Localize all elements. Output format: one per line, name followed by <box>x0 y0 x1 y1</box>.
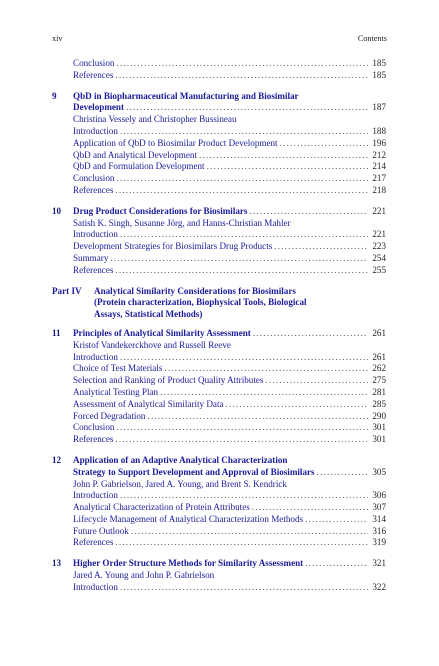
part-label: Part IV <box>52 285 82 296</box>
chapter-heading[interactable] <box>52 91 386 103</box>
toc-entry[interactable] <box>52 434 386 446</box>
toc-entry-title: Lifecycle Management of Analytical Characterization Methods <box>73 513 304 524</box>
toc-entry-page: 261 <box>372 351 386 362</box>
toc-entry-title: QbD and Formulation Development <box>73 161 205 172</box>
page-number: xiv <box>52 34 63 43</box>
chapter-page: 321 <box>372 558 386 569</box>
toc-entry[interactable] <box>52 253 386 265</box>
toc-entry-title: Selection and Ranking of Product Quality Attributes <box>73 375 264 386</box>
toc-entry-page: 262 <box>372 363 386 374</box>
toc-entry-page: 221 <box>372 229 386 240</box>
toc-entry-title: Introduction <box>73 581 118 592</box>
chapter-authors <box>52 479 386 491</box>
toc-entry-title: Conclusion <box>73 173 115 184</box>
toc-entry-title: Analytical Testing Plan <box>73 386 159 397</box>
toc-entry[interactable] <box>52 502 386 514</box>
toc-entry[interactable] <box>52 229 386 241</box>
leader-dots <box>126 102 368 114</box>
toc-entry-page: 275 <box>372 375 386 386</box>
toc-entry-page: 188 <box>372 125 386 136</box>
toc-entry-title: Analytical Characterization of Protein Attributes <box>73 502 250 513</box>
authors-text: Christina Vessely and Christopher Bussineau <box>73 114 237 125</box>
leader-dots <box>274 241 368 253</box>
toc-entry-title: Assessment of Analytical Similarity Data <box>73 398 224 409</box>
chapter-heading[interactable] <box>52 206 386 218</box>
leader-dots <box>164 363 368 375</box>
toc-entry-page: 322 <box>372 581 386 592</box>
leader-dots <box>115 265 368 277</box>
chapter-heading[interactable] <box>52 328 386 340</box>
table-of-contents <box>52 58 386 594</box>
toc-entry[interactable] <box>52 490 386 502</box>
toc-entry[interactable] <box>52 126 386 138</box>
leader-dots <box>226 399 368 411</box>
part-title: Analytical Similarity Considerations for Biosimilars <box>94 285 296 296</box>
toc-entry[interactable] <box>52 150 386 162</box>
toc-entry-page: 214 <box>372 161 386 172</box>
leader-dots <box>253 328 368 340</box>
toc-entry-title: References <box>73 69 114 80</box>
toc-entry-page: 223 <box>372 241 386 252</box>
toc-entry-title: Future Outlook <box>73 525 129 536</box>
chapter-number: 12 <box>52 454 62 465</box>
toc-entry-page: 306 <box>372 490 386 501</box>
toc-entry-title: QbD and Analytical Development <box>73 149 197 160</box>
leader-dots <box>120 352 368 364</box>
chapter-authors <box>52 340 386 352</box>
leader-dots <box>305 514 368 526</box>
leader-dots <box>207 161 368 173</box>
leader-dots <box>265 375 368 387</box>
leader-dots <box>116 422 368 434</box>
running-header <box>52 34 387 46</box>
chapter-title: Principles of Analytical Similarity Assessment <box>73 327 251 338</box>
chapter-authors <box>52 114 386 126</box>
toc-entry[interactable] <box>52 265 386 277</box>
leader-dots <box>116 173 368 185</box>
authors-text: Kristof Vandekerckhove and Russell Reeve <box>73 339 231 350</box>
part-heading[interactable] <box>52 286 386 298</box>
toc-entry-title: References <box>73 537 114 548</box>
leader-dots <box>116 58 368 70</box>
toc-entry-page: 314 <box>372 513 386 524</box>
chapter-heading[interactable] <box>52 455 386 467</box>
toc-entry-page: 281 <box>372 386 386 397</box>
toc-entry-title: References <box>73 184 114 195</box>
leader-dots <box>110 253 368 265</box>
toc-entry[interactable] <box>52 161 386 173</box>
leader-dots <box>115 185 368 197</box>
toc-entry-page: 255 <box>372 264 386 275</box>
toc-entry[interactable] <box>52 399 386 411</box>
toc-entry-page: 218 <box>372 184 386 195</box>
toc-entry-title: Introduction <box>73 125 118 136</box>
chapter-title: QbD in Biopharmaceutical Manufacturing and Biosimilar <box>73 90 299 101</box>
toc-entry-page: 217 <box>372 173 386 184</box>
chapter-number: 13 <box>52 558 62 569</box>
chapter-authors <box>52 570 386 582</box>
toc-entry[interactable] <box>52 582 386 594</box>
leader-dots <box>160 387 368 399</box>
toc-entry-page: 301 <box>372 434 386 445</box>
leader-dots <box>305 558 368 570</box>
toc-entry-title: References <box>73 434 114 445</box>
leader-dots <box>249 206 368 218</box>
leader-dots <box>115 70 368 82</box>
toc-entry-page: 307 <box>372 502 386 513</box>
toc-entry-page: 319 <box>372 537 386 548</box>
chapter-title: Strategy to Support Development and Approval of Biosimilars <box>73 466 315 477</box>
authors-text: John P. Gabrielson, Jared A. Young, and Brent S. Kendrick <box>73 478 287 489</box>
toc-entry[interactable] <box>52 514 386 526</box>
part-title: Assays, Statistical Methods) <box>94 309 203 320</box>
toc-entry[interactable] <box>52 173 386 185</box>
toc-entry-page: 185 <box>372 58 386 68</box>
chapter-title: Development <box>73 102 125 113</box>
toc-entry[interactable] <box>52 422 386 434</box>
chapter-page: 261 <box>372 327 386 338</box>
toc-entry[interactable] <box>52 375 386 387</box>
running-title: Contents <box>357 34 387 43</box>
toc-entry-page: 185 <box>372 69 386 80</box>
chapter-page: 305 <box>372 466 386 477</box>
toc-entry-title: Conclusion <box>73 422 115 433</box>
toc-entry[interactable] <box>52 537 386 549</box>
toc-entry-title: Introduction <box>73 490 118 501</box>
leader-dots <box>147 411 368 423</box>
toc-entry[interactable] <box>52 241 386 253</box>
leader-dots <box>120 126 368 138</box>
toc-entry-title: Conclusion <box>73 58 115 68</box>
leader-dots <box>131 526 368 538</box>
toc-entry[interactable] <box>52 70 386 82</box>
chapter-number: 10 <box>52 205 62 216</box>
chapter-number: 9 <box>52 90 57 101</box>
chapter-heading-cont[interactable] <box>52 467 386 479</box>
chapter-title: Application of an Adaptive Analytical Characterization <box>73 454 288 465</box>
toc-entry[interactable] <box>52 363 386 375</box>
toc-entry-page: 290 <box>372 410 386 421</box>
leader-dots <box>120 490 368 502</box>
toc-entry[interactable] <box>52 411 386 423</box>
chapter-title: Higher Order Structure Methods for Similarity Assessment <box>73 558 304 569</box>
leader-dots <box>120 229 368 241</box>
toc-entry-page: 212 <box>372 149 386 160</box>
toc-entry[interactable] <box>52 58 386 70</box>
toc-entry-title: Development Strategies for Biosimilars Drug Products <box>73 241 273 252</box>
chapter-page: 187 <box>372 102 386 113</box>
leader-dots <box>115 537 368 549</box>
part-title: (Protein characterization, Biophysical Tools, Biological <box>94 297 307 308</box>
leader-dots <box>317 467 368 479</box>
leader-dots <box>252 502 368 514</box>
chapter-heading[interactable] <box>52 558 386 570</box>
toc-entry-page: 285 <box>372 398 386 409</box>
chapter-title: Drug Product Considerations for Biosimilars <box>73 205 248 216</box>
leader-dots <box>280 138 368 150</box>
toc-entry-title: Introduction <box>73 229 118 240</box>
toc-entry[interactable] <box>52 185 386 197</box>
authors-text: Jared A. Young and John P. Gabrielson <box>73 570 215 581</box>
toc-entry-title: Forced Degradation <box>73 410 146 421</box>
leader-dots <box>199 150 368 162</box>
toc-entry[interactable] <box>52 526 386 538</box>
toc-entry-page: 196 <box>372 137 386 148</box>
toc-entry-page: 316 <box>372 525 386 536</box>
toc-entry-title: Application of QbD to Biosimilar Product Development <box>73 137 278 148</box>
chapter-page: 221 <box>372 205 386 216</box>
authors-text: Satish K. Singh, Susanne Jörg, and Hanns-Christian Mahler <box>73 217 291 228</box>
chapter-authors <box>52 218 386 230</box>
toc-entry[interactable] <box>52 352 386 364</box>
leader-dots <box>120 582 368 594</box>
toc-entry-page: 301 <box>372 422 386 433</box>
leader-dots <box>115 434 368 446</box>
toc-entry-title: Summary <box>73 252 109 263</box>
toc-entry[interactable] <box>52 138 386 150</box>
toc-entry-title: Introduction <box>73 351 118 362</box>
toc-entry-title: Choice of Test Materials <box>73 363 163 374</box>
chapter-number: 11 <box>52 327 61 338</box>
toc-entry-title: References <box>73 264 114 275</box>
toc-entry-page: 254 <box>372 252 386 263</box>
chapter-heading-cont[interactable] <box>52 102 386 114</box>
toc-entry[interactable] <box>52 387 386 399</box>
